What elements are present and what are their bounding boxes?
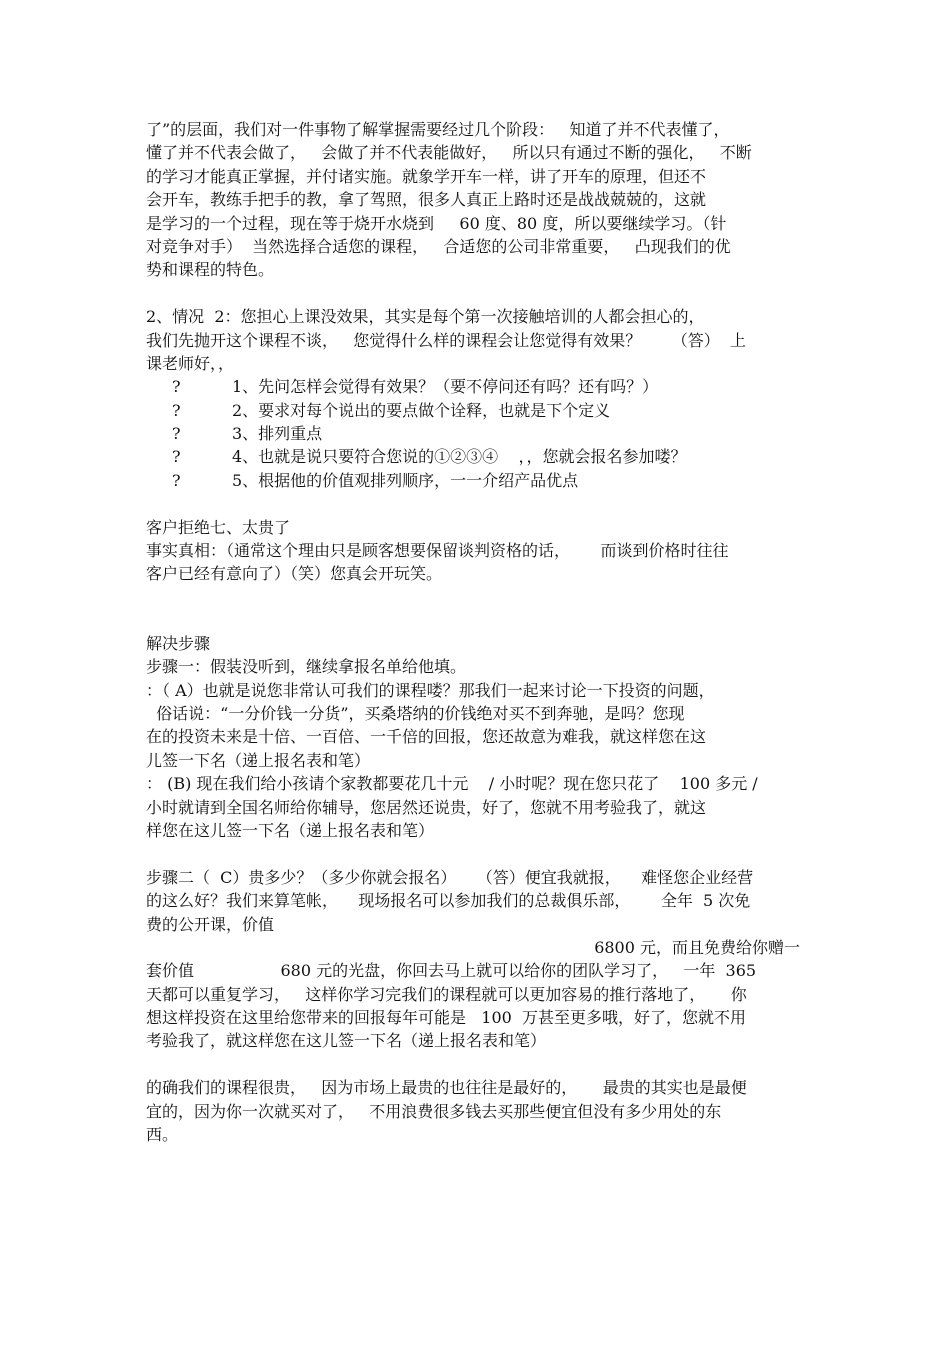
list-item <box>146 445 806 468</box>
paragraph-closing <box>146 1076 806 1146</box>
text-line: 天都可以重复学习， 这样你学习完我们的课程就可以更加容易的推行落地了， 你 <box>146 984 747 1004</box>
text-line: 懂了并不代表会做了， 会做了并不代表能做好， 所以只有通过不断的强化， 不断 <box>146 143 752 163</box>
text-line: 小时就请到全国名师给你辅导，您居然还说贵，好了，您就不用考验我了，就这 <box>146 797 707 817</box>
text-line: 的这么好？我们来算笔帐， 现场报名可以参加我们的总裁俱乐部， 全年 5 次免 <box>146 891 751 911</box>
document-body <box>146 118 806 1146</box>
text-line: 的确我们的课程很贵， 因为市场上最贵的也往往是最好的， 最贵的其实也是最便 <box>146 1078 747 1098</box>
text-line: 步骤一：假装没听到，继续拿报名单给他填。 <box>146 657 467 677</box>
text-line: 我们先抛开这个课程不谈， 您觉得什么样的课程会让您觉得有效果？ （答） 上 <box>146 330 746 350</box>
spacer <box>146 492 806 515</box>
text-line: 宜的，因为你一次就买对了， 不用浪费很多钱去买那些便宜但没有多少用处的东 <box>146 1101 722 1121</box>
list-item <box>146 469 806 492</box>
spacer <box>146 842 806 865</box>
list-item-text: 2、要求对每个说出的要点做个诠释，也就是下个定义 <box>232 400 611 420</box>
text-line: 会开车，教练手把手的教，拿了驾照，很多人真正上路时还是战战兢兢的，这就 <box>146 190 707 210</box>
spacer <box>146 586 806 632</box>
text-line: 势和课程的特色。 <box>146 260 275 280</box>
text-line: 是学习的一个过程，现在等于烧开水烧到 60 度、80 度，所以要继续学习。（针 <box>146 213 727 233</box>
text-line: ：（ A）也就是说您非常认可我们的课程喽？那我们一起来讨论一下投资的问题， <box>146 680 715 700</box>
bullet-marker: ? <box>172 470 181 490</box>
text-line: 了”的层面，我们对一件事物了解掌握需要经过几个阶段： 知道了并不代表懂了， <box>146 120 730 139</box>
list-item-text: 3、排列重点 <box>232 424 323 444</box>
text-line: 在的投资未来是十倍、一百倍、一千倍的回报，您还故意为难我，就这样您在这 <box>146 727 707 747</box>
section-rejection-too-expensive <box>146 516 806 586</box>
section-step-2 <box>146 866 806 1053</box>
list-item <box>146 375 806 398</box>
list-item-text: 5、根据他的价值观排列顺序，一一介绍产品优点 <box>232 470 579 490</box>
paragraph-learning-stages <box>146 118 806 282</box>
text-line: 考验我了，就这样您在这儿签一下名（递上报名表和笔） <box>146 1031 547 1051</box>
text-line: 费的公开课，价值 <box>146 914 275 934</box>
text-line: 儿签一下名（递上报名表和笔） <box>146 750 371 770</box>
bullet-marker: ? <box>172 377 181 397</box>
text-line: ： (B) 现在我们给小孩请个家教都要花几十元 / 小时呢？现在您只花了 100 多元 / <box>146 774 758 794</box>
list-item-text: 1、先问怎样会觉得有效果？（要不停问还有吗？还有吗？） <box>232 377 659 397</box>
text-line: 客户已经有意向了）（笑）您真会开玩笑。 <box>146 564 443 584</box>
text-line: 想这样投资在这里给您带来的回报每年可能是 100 万甚至更多哦，好了，您就不用 <box>146 1008 746 1028</box>
text-line: 俗话说：“一分价钱一分货”，买桑塔纳的价钱绝对买不到奔驰，是吗？您现 <box>146 703 685 723</box>
bullet-marker: ? <box>172 424 181 444</box>
section-situation-2 <box>146 305 806 492</box>
text-line: 6800 元，而且免费给你赠一 <box>594 937 800 957</box>
bullet-marker: ? <box>172 400 181 420</box>
text-line: 样您在这儿签一下名（递上报名表和笔） <box>146 820 435 840</box>
bullet-marker: ? <box>172 447 181 467</box>
text-line: 步骤二（ C）贵多少？（多少你就会报名） （答）便宜我就报， 难怪您企业经营 <box>146 867 754 887</box>
section-heading: 解决步骤 <box>146 633 211 653</box>
situation-heading: 2、情况 2：您担心上课没效果，其实是每个第一次接触培训的人都会担心的， <box>146 307 705 327</box>
text-line: 套价值 680 元的光盘，你回去马上就可以给你的团队学习了， 一年 365 <box>146 961 757 981</box>
list-item <box>146 422 806 445</box>
spacer <box>146 1053 806 1076</box>
text-line: 的学习才能真正掌握，并付诸实施。就象学开车一样，讲了开车的原理，但还不 <box>146 166 707 186</box>
list-item <box>146 399 806 422</box>
spacer <box>146 282 806 305</box>
text-line: 对竞争对手） 当然选择合适您的课程， 合适您的公司非常重要， 凸现我们的优 <box>146 236 731 256</box>
text-line: 事实真相：（通常这个理由只是顾客想要保留谈判资格的话， 而谈到价格时往往 <box>146 541 729 561</box>
text-line: 西。 <box>146 1125 179 1145</box>
text-line: 课老师好，， <box>146 353 235 373</box>
section-heading: 客户拒绝七、太贵了 <box>146 517 291 537</box>
section-solution-steps <box>146 632 806 843</box>
list-item-text: 4、也就是说只要符合您说的①②③④ ，，您就会报名参加喽？ <box>232 447 687 467</box>
